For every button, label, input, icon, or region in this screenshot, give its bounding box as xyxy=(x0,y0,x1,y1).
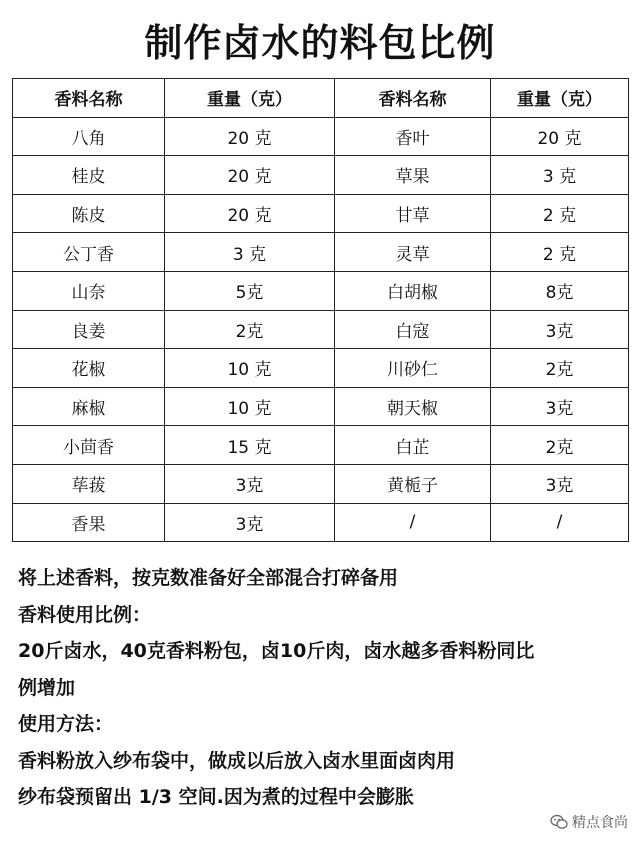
watermark xyxy=(546,810,632,834)
table-row xyxy=(13,233,629,272)
header-weight-left: 重量（克） xyxy=(165,79,335,118)
weight-cell: 20 克 xyxy=(165,117,335,156)
table-row xyxy=(13,156,629,195)
weight-cell: 2克 xyxy=(165,310,335,349)
wechat-icon xyxy=(550,814,568,830)
spice-name-cell: 灵草 xyxy=(335,233,491,272)
spice-name-cell: 黄栀子 xyxy=(335,464,491,503)
table-row xyxy=(13,426,629,465)
table-row xyxy=(13,387,629,426)
spice-name-cell: 陈皮 xyxy=(13,194,165,233)
weight-cell: 3克 xyxy=(491,310,629,349)
note-line: 将上述香料，按克数准备好全部混合打碎备用 xyxy=(18,567,399,589)
weight-cell: 2克 xyxy=(491,349,629,388)
weight-cell: / xyxy=(491,503,629,542)
weight-cell: 20 克 xyxy=(165,156,335,195)
spice-name-cell: 草果 xyxy=(335,156,491,195)
weight-cell: 3 克 xyxy=(165,233,335,272)
spice-name-cell: 白寇 xyxy=(335,310,491,349)
table-row xyxy=(13,349,629,388)
table-body xyxy=(13,117,629,542)
weight-cell: 3克 xyxy=(491,387,629,426)
note-line: 使用方法： xyxy=(18,713,114,735)
spice-name-cell: 白胡椒 xyxy=(335,271,491,310)
weight-cell: 10 克 xyxy=(165,349,335,388)
weight-cell: 20 克 xyxy=(491,117,629,156)
weight-cell: 3克 xyxy=(165,464,335,503)
weight-cell: 2 克 xyxy=(491,233,629,272)
spice-name-cell: 白芷 xyxy=(335,426,491,465)
weight-cell: 3 克 xyxy=(491,156,629,195)
spice-ratio-table xyxy=(12,78,629,542)
instructions-text xyxy=(18,560,628,816)
weight-cell: 2克 xyxy=(491,426,629,465)
spice-name-cell: 朝天椒 xyxy=(335,387,491,426)
table-row xyxy=(13,271,629,310)
spice-name-cell: 荜菝 xyxy=(13,464,165,503)
header-spice-name-right: 香料名称 xyxy=(335,79,491,118)
spice-name-cell: 良姜 xyxy=(13,310,165,349)
spice-name-cell: 香叶 xyxy=(335,117,491,156)
table-row xyxy=(13,194,629,233)
note-line: 香料使用比例： xyxy=(18,603,152,626)
header-spice-name-left: 香料名称 xyxy=(13,79,165,118)
spice-name-cell: 山奈 xyxy=(13,271,165,310)
spice-name-cell: 桂皮 xyxy=(13,156,165,195)
table-row xyxy=(13,503,629,542)
note-line: 纱布袋预留出 1/3 空间.因为煮的过程中会膨胀 xyxy=(18,786,414,808)
spice-name-cell: / xyxy=(335,503,491,542)
spice-name-cell: 花椒 xyxy=(13,349,165,388)
note-line: 香料粉放入纱布袋中，做成以后放入卤水里面卤肉用 xyxy=(18,749,456,772)
weight-cell: 3克 xyxy=(491,464,629,503)
header-weight-right: 重量（克） xyxy=(491,79,629,118)
weight-cell: 15 克 xyxy=(165,426,335,465)
weight-cell: 5克 xyxy=(165,271,335,310)
spice-name-cell: 川砂仁 xyxy=(335,349,491,388)
watermark-label: 精点食尚 xyxy=(572,815,628,831)
weight-cell: 20 克 xyxy=(165,194,335,233)
spice-name-cell: 香果 xyxy=(13,503,165,542)
spice-name-cell: 小茴香 xyxy=(13,426,165,465)
table-row xyxy=(13,464,629,503)
weight-cell: 10 克 xyxy=(165,387,335,426)
spice-name-cell: 公丁香 xyxy=(13,233,165,272)
page-title: 制作卤水的料包比例 xyxy=(144,21,496,65)
weight-cell: 8克 xyxy=(491,271,629,310)
spice-name-cell: 麻椒 xyxy=(13,387,165,426)
table-row xyxy=(13,117,629,156)
spice-name-cell: 甘草 xyxy=(335,194,491,233)
spice-name-cell: 八角 xyxy=(13,117,165,156)
weight-cell: 2 克 xyxy=(491,194,629,233)
table-row xyxy=(13,310,629,349)
note-line: 例增加 xyxy=(18,676,76,699)
table-header-row xyxy=(13,79,629,118)
note-line: 20斤卤水，40克香料粉包，卤10斤肉，卤水越多香料粉同比 xyxy=(18,640,535,662)
weight-cell: 3克 xyxy=(165,503,335,542)
